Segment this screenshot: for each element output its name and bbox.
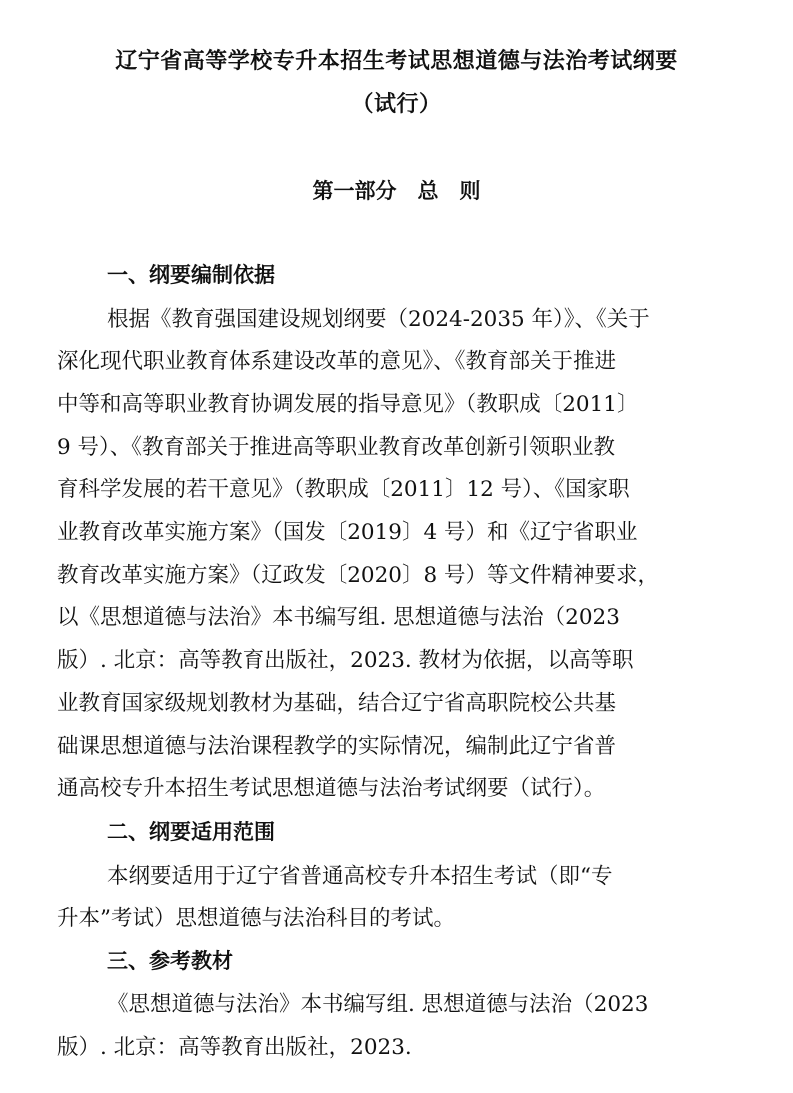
paragraph-line: 业教育改革实施方案》（国发〔2019〕4 号）和《辽宁省职业 (57, 520, 638, 545)
paragraph-line: 版）. 北京：高等教育出版社，2023. (57, 1035, 412, 1060)
paragraph-line: 《思想道德与法治》本书编写组. 思想道德与法治（2023 (107, 992, 649, 1017)
paragraph-line: 业教育国家级规划教材为基础，结合辽宁省高职院校公共基 (57, 691, 617, 716)
paragraph-line: 通高校专升本招生考试思想道德与法治考试纲要（试行）。 (57, 776, 606, 801)
paragraph-line: 根据《教育强国建设规划纲要（2024-2035 年）》、《关于 (107, 307, 650, 332)
section-heading: 一、纲要编制依据 (107, 263, 275, 287)
paragraph-line: 础课思想道德与法治课程教学的实际情况，编制此辽宁省普 (57, 734, 617, 759)
paragraph-line: 版）. 北京：高等教育出版社，2023. 教材为依据，以高等职 (57, 648, 634, 673)
paragraph-line: 9 号）、《教育部关于推进高等职业教育改革创新引领职业教 (57, 435, 616, 460)
paragraph-line: 升本”考试）思想道德与法治科目的考试。 (57, 906, 455, 931)
part-heading: 第一部分 总 则 (312, 179, 481, 203)
paragraph-line: 中等和高等职业教育协调发展的指导意见》（教职成〔2011〕 (57, 392, 639, 417)
document-title: 辽宁省高等学校专升本招生考试思想道德与法治考试纲要 (115, 49, 678, 74)
paragraph-line: 育科学发展的若干意见》（教职成〔2011〕12 号）、《国家职 (57, 477, 630, 502)
paragraph-line: 教育改革实施方案》（辽政发〔2020〕8 号）等文件精神要求， (57, 563, 659, 588)
section-heading: 二、纲要适用范围 (107, 820, 275, 844)
paragraph-line: 以《思想道德与法治》本书编写组. 思想道德与法治（2023 (57, 605, 620, 630)
document-title-note: （试行） (351, 92, 442, 117)
paragraph-line: 深化现代职业教育体系建设改革的意见》、《教育部关于推进 (57, 349, 617, 374)
paragraph-line: 本纲要适用于辽宁省普通高校专升本招生考试（即“专 (107, 864, 613, 889)
section-heading: 三、参考教材 (107, 949, 233, 973)
